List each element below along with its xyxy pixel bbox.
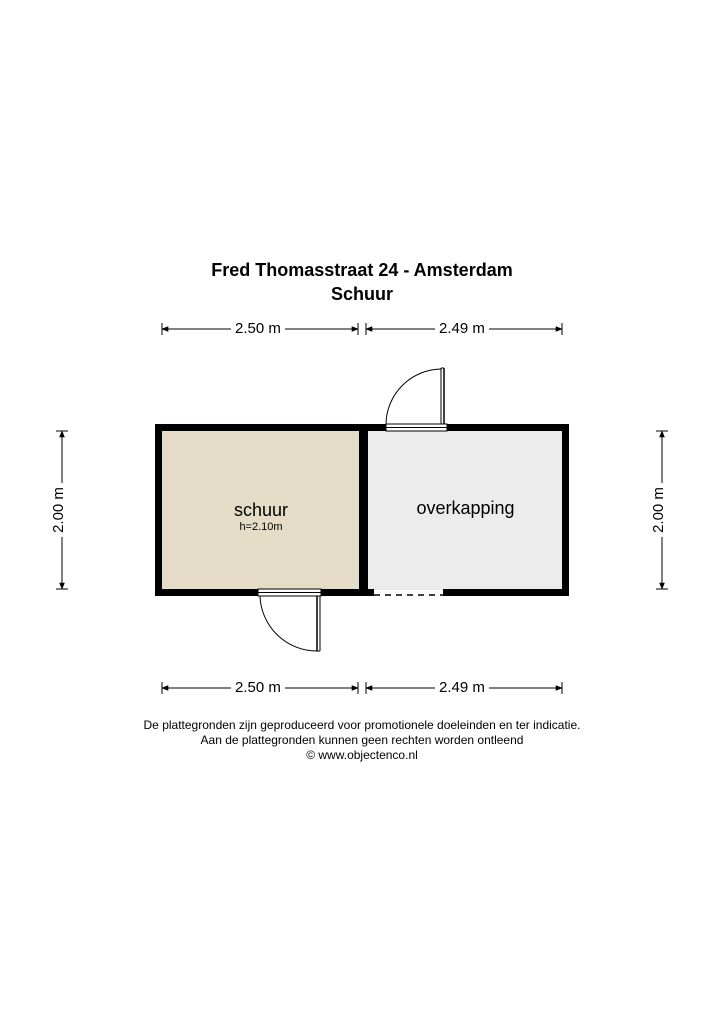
floor-title: Schuur	[330, 284, 393, 304]
dimension-left-height: 2.00 m	[50, 483, 68, 537]
schuur-room-name: schuur	[233, 500, 289, 520]
overkapping-room-name: overkapping	[416, 498, 515, 518]
top-door	[386, 368, 447, 431]
schuur-room-height: h=2.10m	[239, 521, 283, 533]
dimension-top-left: 2.50 m	[231, 320, 285, 338]
dimension-bottom-right: 2.49 m	[435, 679, 489, 697]
dimension-top-right: 2.49 m	[435, 320, 489, 338]
bottom-door	[258, 589, 321, 651]
top-dimension-lines	[162, 323, 562, 335]
disclaimer-line-2: Aan de plattegronden kunnen geen rechten worden ontleend	[200, 733, 524, 747]
dimension-bottom-left: 2.50 m	[231, 679, 285, 697]
disclaimer-line-1: De plattegronden zijn geproduceerd voor promotionele doeleinden en ter indicatie.	[143, 718, 581, 732]
bottom-dimension-lines	[162, 682, 562, 694]
dimension-right-height: 2.00 m	[650, 483, 668, 537]
copyright-line: © www.objectenco.nl	[306, 748, 418, 762]
address-title: Fred Thomasstraat 24 - Amsterdam	[211, 260, 513, 280]
